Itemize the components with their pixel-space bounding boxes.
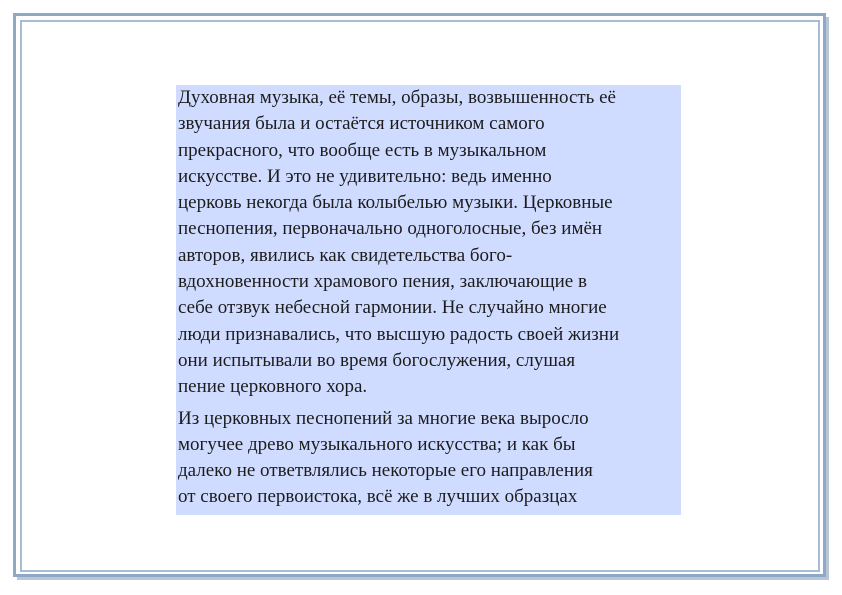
paragraph-2: Из церковных песнопений за многие века выросло могучее древо музыкального искусства; и как бы далеко не ответвлялись некоторые его направления от своего первоистока, всё же в лучших образцах — [178, 407, 593, 508]
paragraph-1: Духовная музыка, её темы, образы, возвышенность её звучания была и остаётся источником самого прекрасного, что вообще есть в музыкальном искусстве. И это не удивительно: ведь именно церковь некогда была колыбелью музыки. Церковные песнопения, первоначально одноголосные, без имён авторов, явились как свидетельства бого- вдохновенности храмового пения, заключающие в себе отзвук небесной гармонии. Не случайно многие люди признавались, что высшую радость своей жизни они испытывали во время богослужения, слушая пение церковного хора. — [178, 87, 620, 398]
text-box — [176, 85, 681, 515]
